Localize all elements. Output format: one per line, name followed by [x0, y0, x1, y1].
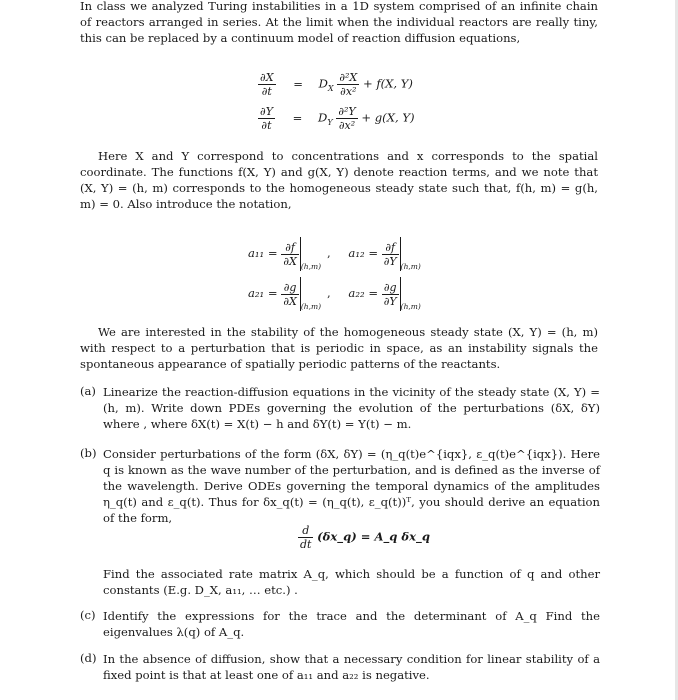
eq1-lhs	[258, 71, 276, 98]
intro-text: In class we analyzed Turing instabilities in a 1D system comprised of an infinite chain of reactors arranged in series. At the limit when the individual reactors are really tiny, this can be replaced by a continuum model of reaction diffusion equations,	[80, 0, 598, 45]
eq1-coef-sub: X	[327, 83, 334, 93]
a12-eval-point: (h,m)	[400, 262, 421, 271]
rate-eq-dt: dt	[300, 538, 312, 551]
question-d	[80, 651, 600, 683]
a12-den: ∂Y	[383, 254, 397, 268]
question-b-text: Consider perturbations of the form (δX, δY) = (η_q(t)e^{iqx}, ε_q(t)e^{iqx}). Here q is known as the wave number of the perturbation, and is defined as the inverse of the wavelength. Derive ODEs governing the temporal dynamics of the amplitudes η_q(t) and ε_q(t). Thus for δx_q(t) = (η_q(t), ε_q(t))ᵀ, you should derive an equation of the form,	[103, 447, 600, 525]
eq1-tail: + f(X, Y)	[362, 76, 413, 91]
jacobian-row-1	[248, 237, 421, 271]
a12-num: ∂f	[382, 241, 399, 255]
eq1-lhs-num: ∂X	[260, 71, 274, 84]
intro-paragraph	[80, 0, 598, 46]
eq1-rhs-num: ∂²X	[339, 71, 358, 84]
question-a-text: Linearize the reaction-diffusion equations in the vicinity of the steady state (X, Y) = (h, m). Write down PDEs governing the evolution of the perturbations (δX, δY) where , where δX(t) = X(t) − h and δY(t) = Y(t) − m.	[103, 385, 600, 431]
question-b-followup	[80, 566, 600, 598]
a21-equals: =	[267, 286, 278, 300]
notation-paragraph	[80, 148, 598, 212]
a12-equals: =	[368, 246, 379, 260]
eq2-lhs	[258, 105, 275, 132]
eq1-rhs-den: ∂x²	[340, 85, 357, 98]
a22-den: ∂Y	[383, 294, 397, 308]
question-b-after-text: Find the associated rate matrix A_q, which should be a function of q and other constants (E.g. D_X, a₁₁, … etc.) .	[103, 567, 600, 597]
rate-eq-body: (δx_q) = A_q δx_q	[317, 529, 430, 544]
a22-num: ∂g	[382, 281, 399, 295]
question-c	[80, 608, 600, 640]
a11-equals: =	[267, 246, 278, 260]
eq1-equals: =	[293, 76, 303, 91]
rate-equation	[298, 524, 430, 551]
eq2-coef: D	[318, 110, 328, 125]
stability-text: We are interested in the stability of the homogeneous steady state (X, Y) = (h, m) with respect to a perturbation that is periodic in space, as an instability signals the spontaneous appearance of spatially periodic patterns of the reactants.	[80, 325, 598, 371]
a21-label: a₂₁	[248, 286, 265, 300]
a11-frac	[281, 241, 299, 268]
a11-label: a₁₁	[248, 246, 265, 260]
question-b	[80, 446, 600, 526]
a21-den: ∂X	[283, 294, 297, 308]
eq1-lhs-den: ∂t	[261, 85, 272, 98]
a21-comma: ,	[327, 286, 331, 300]
a22-label: a₂₂	[348, 286, 365, 300]
equation-x	[258, 71, 413, 98]
a21-num: ∂g	[281, 281, 299, 295]
question-d-text: In the absence of diffusion, show that a necessary condition for linear stability of a fixed point is that at least one of a₁₁ and a₂₂ is negative.	[103, 652, 600, 682]
rate-eq-derivative	[298, 524, 313, 551]
eq1-rhs	[337, 71, 359, 98]
question-c-text: Identify the expressions for the trace and the determinant of A_q Find the eigenvalues λ(q) of A_q.	[103, 609, 600, 639]
eq2-coef-sub: Y	[327, 117, 333, 127]
eq2-rhs-num: ∂²Y	[338, 105, 356, 118]
eq1-coef: D	[318, 76, 328, 91]
equation-y	[258, 105, 415, 132]
question-c-label: (c)	[80, 608, 96, 622]
a21-eval-point: (h,m)	[300, 302, 322, 311]
eq2-rhs-den: ∂x²	[338, 119, 356, 132]
a22-eval-point: (h,m)	[400, 302, 421, 311]
question-a	[80, 384, 600, 432]
jacobian-row-2	[248, 277, 421, 311]
a11-den: ∂X	[283, 254, 297, 268]
question-a-label: (a)	[80, 384, 96, 398]
eq2-rhs	[336, 105, 357, 132]
a11-eval-point: (h,m)	[300, 262, 322, 271]
stability-paragraph	[80, 324, 598, 372]
a22-frac	[382, 281, 399, 308]
a21-frac	[281, 281, 299, 308]
a12-label: a₁₂	[348, 246, 365, 260]
eq2-equals: =	[292, 110, 303, 125]
eq2-lhs-den: ∂t	[261, 119, 272, 132]
notation-text: Here X and Y correspond to concentrations and x corresponds to the spatial coordinate. The functions f(X, Y) and g(X, Y) denote reaction terms, and we note that (X, Y) = (h, m) corresponds to the homogeneous steady state such that, f(h, m) = g(h, m) = 0. Also introduce the notation,	[80, 149, 598, 211]
question-d-label: (d)	[80, 651, 97, 665]
a11-comma: ,	[327, 246, 331, 260]
eq2-tail: + g(X, Y)	[361, 110, 415, 125]
a12-frac	[382, 241, 399, 268]
rate-eq-d: d	[298, 524, 313, 538]
a22-equals: =	[368, 286, 379, 300]
eq2-lhs-num: ∂Y	[260, 105, 273, 118]
question-b-label: (b)	[80, 446, 97, 460]
a11-num: ∂f	[281, 241, 299, 255]
